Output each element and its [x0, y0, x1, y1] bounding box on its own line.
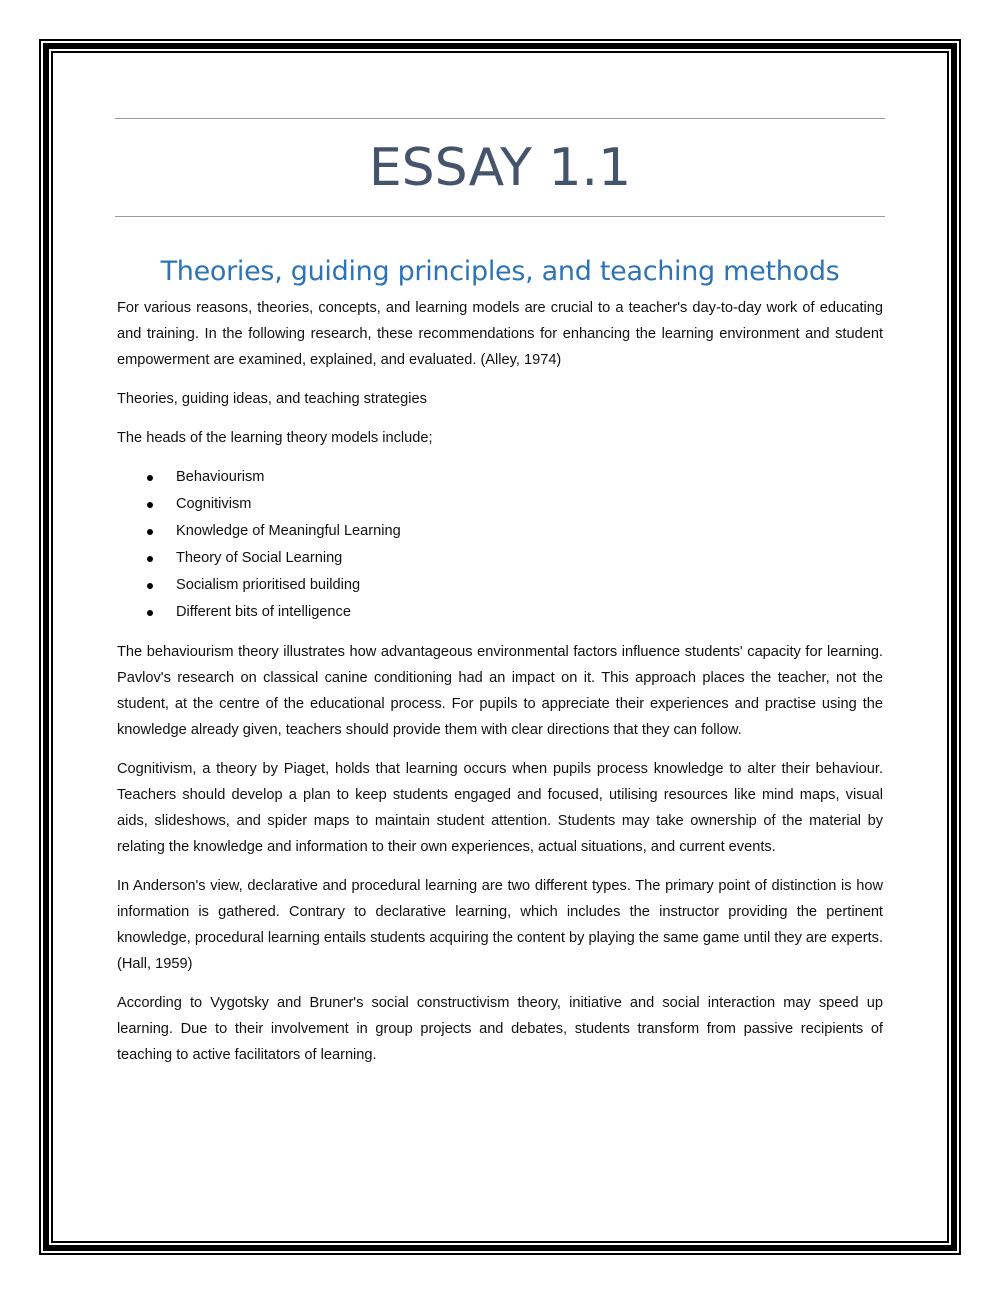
bullet-icon — [147, 502, 153, 508]
list-item — [117, 464, 883, 491]
list-item — [117, 491, 883, 518]
bullet-icon — [147, 529, 153, 535]
list-item — [117, 545, 883, 572]
list-item-label: Cognitivism — [176, 496, 252, 512]
bullet-icon — [147, 610, 153, 616]
paragraph-section-label: Theories, guiding ideas, and teaching strategies — [117, 391, 427, 407]
document-title: ESSAY 1.1 — [368, 138, 632, 198]
list-item — [117, 518, 883, 545]
paragraph-intro: For various reasons, theories, concepts, and learning models are crucial to a teacher's day-to-day work of educating and training. In the following research, these recommendations for enhancing the learning environment and student empowerment are examined, explained, and evaluated. (Alley, 1974) — [117, 300, 883, 368]
bullet-icon — [147, 475, 153, 481]
bullet-icon — [147, 583, 153, 589]
document-subtitle: Theories, guiding principles, and teaching methods — [160, 256, 840, 287]
bullet-icon — [147, 556, 153, 562]
paragraph-list-intro: The heads of the learning theory models include; — [117, 430, 433, 446]
paragraph-anderson: In Anderson's view, declarative and procedural learning are two different types. The primary point of distinction is how information is gathered. Contrary to declarative learning, which includes the instructor providing the pertinent knowledge, procedural learning entails students acquiring the content by playing the same game until they are experts. (Hall, 1959) — [117, 878, 883, 972]
list-item-label: Socialism prioritised building — [176, 577, 361, 593]
list-item-label: Different bits of intelligence — [176, 604, 351, 620]
learning-theory-list — [117, 464, 883, 626]
title-rule-bottom — [115, 216, 885, 217]
list-item-label: Behaviourism — [176, 469, 265, 485]
paragraph-behaviourism: The behaviourism theory illustrates how advantageous environmental factors influence students' capacity for learning. Pavlov's research on classical canine conditioning had an impact on it. This approach places the teacher, not the student, at the centre of the educational process. For pupils to appreciate their experiences and practise using the knowledge already given, teachers should provide them with clear directions that they can follow. — [117, 644, 883, 738]
list-item-label: Theory of Social Learning — [176, 550, 343, 566]
document-body — [117, 295, 883, 1081]
list-item — [117, 599, 883, 626]
paragraph-cognitivism: Cognitivism, a theory by Piaget, holds that learning occurs when pupils process knowledge to alter their behaviour. Teachers should develop a plan to keep students engaged and focused, utilising resources like mind maps, visual aids, slideshows, and spider maps to maintain student attention. Students may take ownership of the material by relating the knowledge and information to their own experiences, actual situations, and current events. — [117, 761, 883, 855]
paragraph-constructivism: According to Vygotsky and Bruner's social constructivism theory, initiative and social interaction may speed up learning. Due to their involvement in group projects and debates, students transform from passive recipients of teaching to active facilitators of learning. — [117, 995, 883, 1063]
list-item-label: Knowledge of Meaningful Learning — [176, 523, 401, 539]
list-item — [117, 572, 883, 599]
title-rule-top — [115, 118, 885, 119]
